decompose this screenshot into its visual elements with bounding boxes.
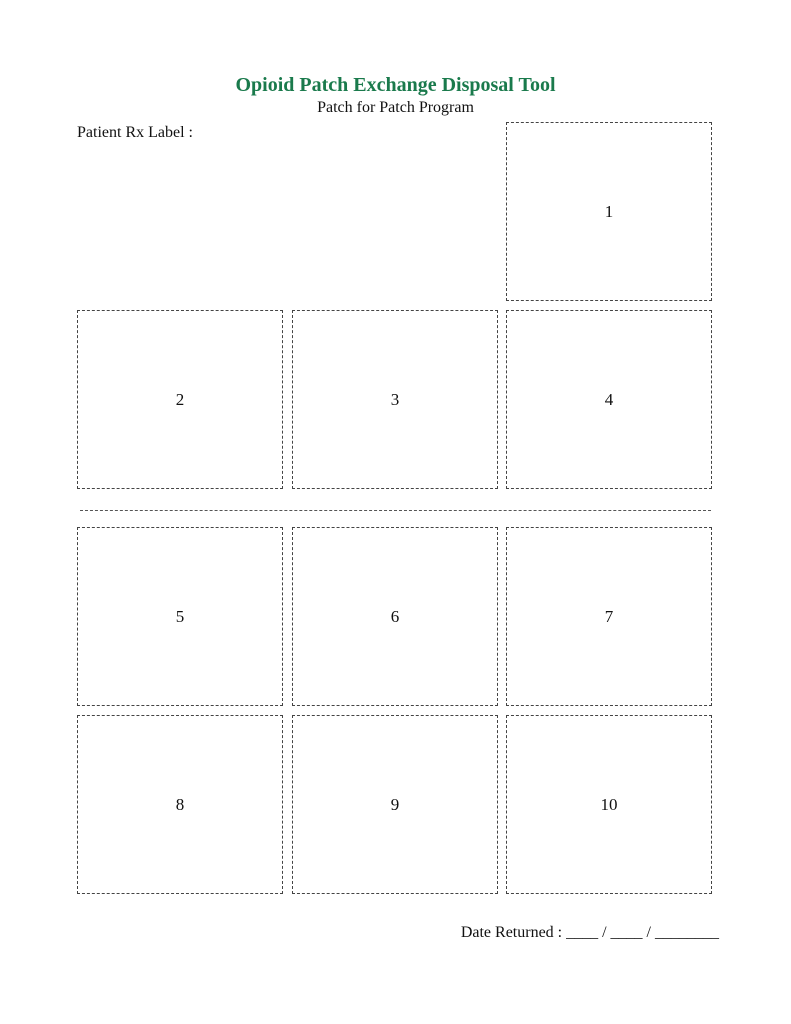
patch-box-4 <box>506 310 712 489</box>
patch-box-number: 5 <box>175 606 185 626</box>
patch-box-number: 2 <box>175 389 185 409</box>
patch-box-number: 1 <box>604 201 614 221</box>
patch-box-10 <box>506 715 712 894</box>
patch-box-number: 9 <box>390 794 400 814</box>
cut-line-divider <box>80 510 711 511</box>
patch-box-8 <box>77 715 283 894</box>
date-returned-label: Date Returned : <box>460 924 563 941</box>
patch-box-1 <box>506 122 712 301</box>
patient-rx-label: Patient Rx Label : <box>77 124 193 141</box>
patch-box-3 <box>292 310 498 489</box>
patch-box-number: 4 <box>604 389 614 409</box>
patch-box-number: 8 <box>175 794 185 814</box>
patch-box-6 <box>292 527 498 706</box>
patch-box-number: 7 <box>604 606 614 626</box>
patch-box-number: 3 <box>390 389 400 409</box>
patch-box-number: 10 <box>600 794 618 814</box>
page-title: Opioid Patch Exchange Disposal Tool <box>235 74 556 96</box>
date-returned-row <box>461 924 719 942</box>
patch-box-9 <box>292 715 498 894</box>
patch-box-number: 6 <box>390 606 400 626</box>
page-subtitle: Patch for Patch Program <box>317 99 474 116</box>
patch-box-7 <box>506 527 712 706</box>
patch-box-5 <box>77 527 283 706</box>
patch-box-2 <box>77 310 283 489</box>
date-returned-blanks: ____ / ____ / ________ <box>566 924 719 941</box>
